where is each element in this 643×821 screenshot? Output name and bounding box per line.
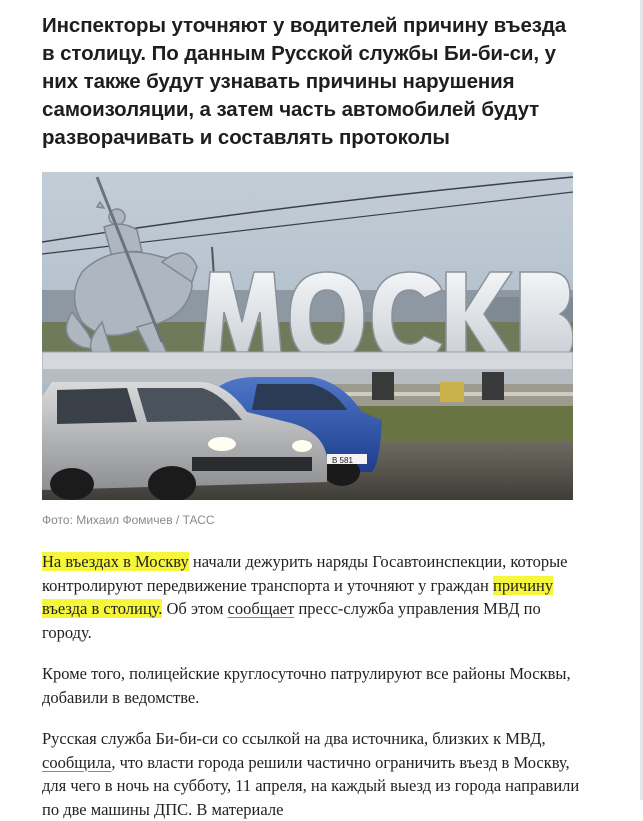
paragraph-1-text-a: начали дежурить наряды Госавтоинспекции, которые контролируют передвижение транспорта и уточняют у граждан xyxy=(42,552,568,595)
link-reported[interactable]: сообщила xyxy=(42,752,112,772)
link-reports[interactable]: сообщает xyxy=(227,599,295,618)
article-photo xyxy=(42,172,573,500)
license-plate: В 581 xyxy=(332,456,353,465)
highlight-entries-moscow: На въездах в Москву xyxy=(42,552,189,571)
paragraph-3 xyxy=(42,727,582,821)
paragraph-3-text-b: , что власти города решили частично ограничить въезд в Москву, для чего в ночь на субботу, 11 апреля, на каждый выезд из города направили по две машины ДПС. В материале xyxy=(42,752,580,819)
paragraph-3-text-a: Русская служба Би-би-си со ссылкой на два источника, близких к МВД, xyxy=(42,729,546,748)
paragraph-1-text-b: Об этом xyxy=(162,599,228,618)
highlight-entry-reason: причину въезда в столицу. xyxy=(42,575,554,618)
article xyxy=(42,0,582,821)
paragraph-1 xyxy=(42,550,582,644)
moscow-sign-photo xyxy=(42,172,573,500)
article-lead: Инспекторы уточняют у водителей причину въезда в столицу. По данным Русской службы Би-би-си, у них также будут узнавать причины нарушения самоизоляции, а затем часть автомобилей будут разворачивать и составлять протоколы xyxy=(42,14,567,149)
paragraph-2: Кроме того, полицейские круглосуточно патрулируют все районы Москвы, добавили в ведомстве. xyxy=(42,664,571,707)
photo-caption: Фото: Михаил Фомичев / ТАСС xyxy=(42,513,215,527)
paragraph-1-text-c: пресс-служба управления МВД по городу. xyxy=(42,599,541,642)
